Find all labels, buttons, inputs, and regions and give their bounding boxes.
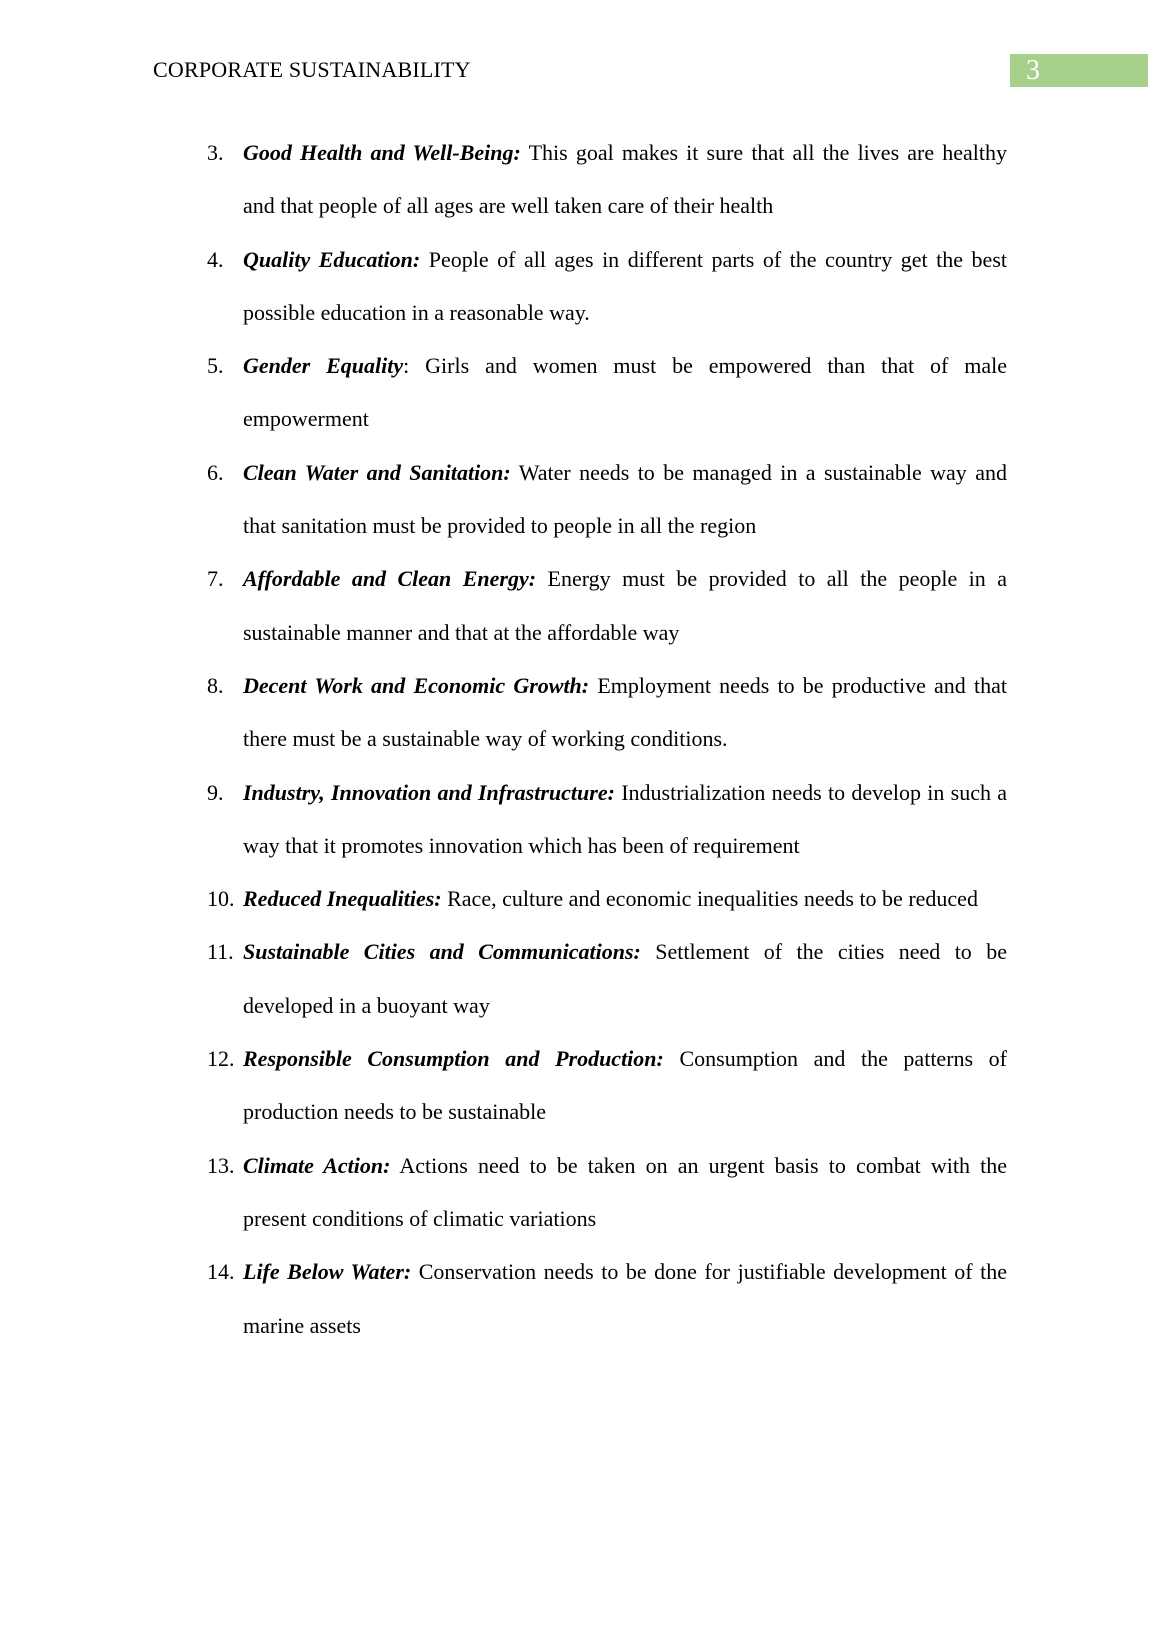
- goal-number: 7.: [207, 566, 224, 592]
- goal-separator: [664, 1046, 680, 1071]
- goal-separator: :: [403, 353, 426, 379]
- goal-item-4: [207, 233, 1007, 340]
- goal-description: Race, culture and economic inequalities needs to be reduced: [447, 886, 978, 912]
- goal-description: This goal makes it sure that all the lives are healthy and that people of all ages are well taken care of their health: [243, 140, 1008, 219]
- goal-number: 9.: [207, 779, 224, 805]
- goal-item-7: [207, 552, 1007, 659]
- goal-title: Good Health and Well-Being:: [243, 140, 521, 165]
- goal-item-5: [207, 339, 1007, 446]
- goal-separator: [536, 566, 547, 591]
- goal-description: Girls and women must be empowered than that of male empowerment: [243, 353, 1007, 432]
- goal-number: 11.: [207, 939, 234, 965]
- goal-description: Employment needs to be productive and that there must be a sustainable way of working conditions.: [243, 672, 1007, 752]
- goal-title: Quality Education:: [243, 246, 421, 272]
- goal-title: Sustainable Cities and Communications:: [243, 939, 641, 965]
- goal-description: Industrialization needs to develop in such a way that it promotes innovation which has been of requirement: [243, 779, 1007, 858]
- goal-description: Actions need to be taken on an urgent basis to combat with the present conditions of climatic variations: [243, 1152, 1008, 1231]
- goal-title: Industry, Innovation and Infrastructure:: [243, 779, 615, 805]
- goal-description: Consumption and the patterns of production needs to be sustainable: [243, 1046, 1007, 1125]
- page-number-badge: [1010, 54, 1148, 87]
- goal-item-3: [207, 126, 1007, 233]
- goal-number: 8.: [207, 672, 224, 698]
- goal-item-13: [207, 1139, 1007, 1246]
- goal-separator: [521, 140, 529, 165]
- goal-title: Responsible Consumption and Production:: [243, 1046, 664, 1072]
- goal-item-10: [207, 872, 1007, 925]
- goal-description: Water needs to be managed in a sustainable way and that sanitation must be provided to people in all the region: [243, 459, 1007, 539]
- goal-title: Clean Water and Sanitation:: [243, 459, 511, 485]
- goal-number: 13.: [207, 1152, 235, 1178]
- goal-title: Gender Equality: [243, 353, 404, 379]
- goal-number: 5.: [207, 353, 224, 379]
- goal-item-8: [207, 659, 1007, 766]
- goal-description: Settlement of the cities need to be developed in a buoyant way: [243, 939, 1007, 1018]
- goal-item-6: [207, 446, 1007, 553]
- goal-number: 6.: [207, 459, 224, 485]
- goal-item-12: [207, 1032, 1007, 1139]
- running-header-title: CORPORATE SUSTAINABILITY: [153, 57, 471, 82]
- goal-number: 4.: [207, 246, 224, 272]
- goal-item-14: [207, 1245, 1007, 1352]
- goal-number: 10.: [207, 886, 235, 912]
- goal-separator: [641, 939, 655, 964]
- goal-description: Energy must be provided to all the people in a sustainable manner and that at the affordable way: [243, 566, 1007, 645]
- goal-item-9: [207, 766, 1007, 873]
- goal-description: Conservation needs to be done for justifiable development of the marine assets: [243, 1259, 1007, 1338]
- goal-description: People of all ages in different parts of the country get the best possible education in a reasonable way.: [243, 246, 1007, 325]
- goal-title: Reduced Inequalities:: [243, 886, 442, 912]
- sdg-goal-list: [207, 126, 1007, 1352]
- goal-separator: [511, 460, 519, 485]
- goal-title: Affordable and Clean Energy:: [243, 566, 537, 592]
- goal-number: 14.: [207, 1259, 235, 1285]
- goal-number: 3.: [207, 140, 224, 165]
- goal-title: Life Below Water:: [243, 1259, 412, 1285]
- goal-separator: [411, 1259, 419, 1284]
- goal-title: Climate Action:: [243, 1152, 391, 1178]
- goal-number: 12.: [207, 1046, 235, 1072]
- goal-separator: [420, 247, 429, 272]
- goal-title: Decent Work and Economic Growth:: [243, 672, 590, 698]
- page-number: 3: [1026, 55, 1040, 86]
- goal-item-11: [207, 925, 1007, 1032]
